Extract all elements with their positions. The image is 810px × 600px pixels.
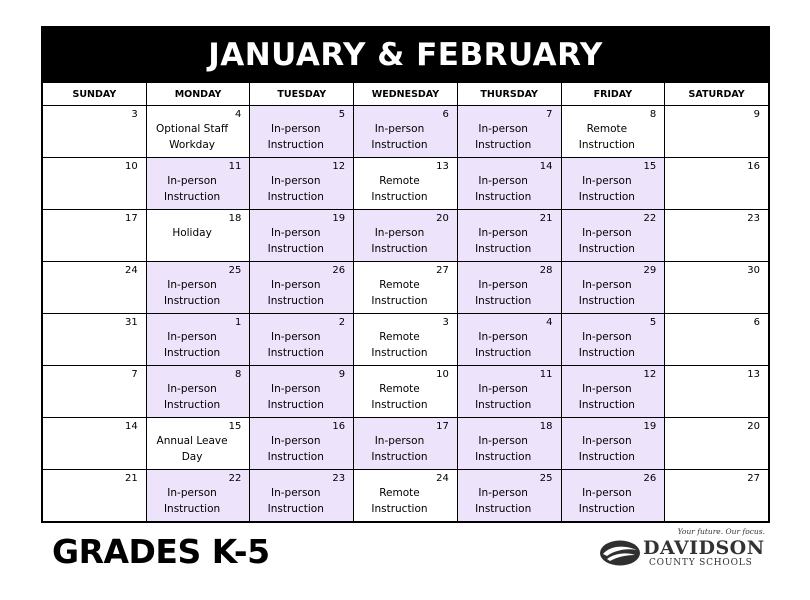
day-label: In-person Instruction [163, 331, 221, 359]
weekday-header: FRIDAY [561, 83, 665, 106]
weekday-header: TUESDAY [250, 83, 354, 106]
day-number: 28 [539, 265, 553, 276]
day-number: 15 [643, 161, 657, 172]
day-number: 21 [539, 213, 553, 224]
week-row [43, 470, 769, 522]
day-number: 14 [124, 421, 138, 432]
day-cell [457, 418, 561, 470]
day-cell [146, 158, 250, 210]
day-cell [250, 262, 354, 314]
day-label: In-person Instruction [163, 175, 221, 203]
day-label: Optional Staff Workday [155, 123, 229, 151]
day-cell [665, 418, 769, 470]
day-label: In-person Instruction [267, 487, 324, 515]
day-label: Remote Instruction [371, 487, 428, 515]
day-label: In-person Instruction [578, 175, 635, 203]
day-label: In-person Instruction [578, 383, 635, 411]
day-cell [665, 314, 769, 366]
day-cell [457, 470, 561, 522]
day-cell [146, 210, 250, 262]
day-cell [354, 210, 458, 262]
day-number: 25 [539, 473, 553, 484]
day-number: 11 [228, 161, 242, 172]
day-number: 9 [753, 109, 760, 120]
day-cell [43, 106, 147, 158]
day-cell [146, 314, 250, 366]
week-row [43, 418, 769, 470]
week-row [43, 158, 769, 210]
weekday-header: THURSDAY [457, 83, 561, 106]
day-label: In-person Instruction [475, 227, 532, 255]
day-label: In-person Instruction [475, 487, 532, 515]
calendar-body [43, 106, 769, 522]
week-row [43, 366, 769, 418]
day-number: 23 [332, 473, 346, 484]
day-cell [250, 314, 354, 366]
day-label: In-person Instruction [267, 383, 324, 411]
day-cell [354, 262, 458, 314]
day-cell [665, 262, 769, 314]
day-number: 4 [546, 317, 553, 328]
day-label: In-person Instruction [475, 175, 532, 203]
day-cell [457, 210, 561, 262]
day-number: 3 [442, 317, 449, 328]
day-label: Remote Instruction [371, 175, 428, 203]
day-label: In-person Instruction [578, 487, 635, 515]
day-cell [457, 314, 561, 366]
day-number: 14 [539, 161, 553, 172]
week-row [43, 106, 769, 158]
day-number: 9 [338, 369, 346, 380]
day-number: 6 [753, 317, 760, 328]
day-label: In-person Instruction [475, 279, 532, 307]
day-number: 4 [235, 109, 242, 120]
day-cell [146, 106, 250, 158]
weekday-header: MONDAY [146, 83, 250, 106]
grades-label: GRADES K-5 [52, 532, 270, 571]
calendar [41, 26, 770, 523]
day-number: 17 [436, 421, 449, 432]
school-emblem-icon [599, 539, 641, 567]
day-cell [354, 366, 458, 418]
davidson-logo [597, 525, 765, 573]
day-label: In-person Instruction [371, 227, 428, 255]
day-label: In-person Instruction [267, 123, 324, 151]
day-cell [146, 470, 250, 522]
day-label: In-person Instruction [267, 175, 324, 203]
day-number: 18 [539, 421, 553, 432]
day-cell [43, 210, 147, 262]
day-number: 7 [131, 369, 138, 380]
day-cell [561, 210, 665, 262]
day-label: Remote Instruction [578, 123, 635, 151]
day-number: 18 [228, 213, 242, 224]
day-number: 26 [643, 473, 657, 484]
day-cell [250, 366, 354, 418]
day-number: 13 [747, 369, 760, 380]
day-number: 15 [228, 421, 242, 432]
day-label: Annual Leave Day [156, 435, 228, 463]
day-number: 20 [436, 213, 449, 224]
day-number: 31 [124, 317, 138, 328]
day-cell [457, 262, 561, 314]
day-cell [561, 158, 665, 210]
day-number: 8 [235, 369, 242, 380]
day-number: 22 [228, 473, 242, 484]
day-cell [665, 366, 769, 418]
day-cell [665, 210, 769, 262]
day-cell [146, 418, 250, 470]
day-label: In-person Instruction [475, 435, 532, 463]
day-number: 22 [643, 213, 657, 224]
day-cell [43, 366, 147, 418]
weekday-header: SATURDAY [665, 83, 769, 106]
day-label: In-person Instruction [267, 331, 324, 359]
day-label: In-person Instruction [163, 383, 221, 411]
day-cell [665, 158, 769, 210]
day-number: 23 [747, 213, 760, 224]
day-label: Holiday [172, 227, 212, 239]
day-number: 1 [235, 317, 242, 328]
day-cell [354, 314, 458, 366]
day-number: 27 [747, 473, 760, 484]
day-label: In-person Instruction [578, 435, 635, 463]
day-label: In-person Instruction [475, 383, 532, 411]
day-cell [146, 262, 250, 314]
day-number: 11 [539, 369, 553, 380]
day-number: 3 [131, 109, 138, 120]
day-label: In-person Instruction [163, 279, 221, 307]
week-row [43, 262, 769, 314]
day-cell [457, 106, 561, 158]
day-number: 5 [338, 109, 346, 120]
day-cell [43, 314, 147, 366]
day-number: 29 [643, 265, 657, 276]
day-label: In-person Instruction [163, 487, 221, 515]
day-cell [561, 314, 665, 366]
day-label: In-person Instruction [267, 279, 324, 307]
day-cell [250, 418, 354, 470]
logo-subtitle: COUNTY SCHOOLS [649, 558, 753, 568]
day-cell [354, 106, 458, 158]
day-number: 10 [436, 369, 449, 380]
day-cell [561, 418, 665, 470]
day-cell [250, 470, 354, 522]
calendar-title: JANUARY & FEBRUARY [42, 27, 769, 82]
day-cell [665, 106, 769, 158]
day-cell [665, 470, 769, 522]
week-row [43, 210, 769, 262]
day-label: In-person Instruction [578, 331, 635, 359]
day-cell [43, 418, 147, 470]
day-label: In-person Instruction [475, 331, 532, 359]
day-number: 16 [332, 421, 346, 432]
day-label: In-person Instruction [578, 227, 635, 255]
day-cell [354, 418, 458, 470]
weekday-header: WEDNESDAY [354, 83, 458, 106]
day-number: 20 [747, 421, 760, 432]
day-cell [561, 470, 665, 522]
day-label: Remote Instruction [371, 383, 428, 411]
day-number: 24 [124, 265, 138, 276]
day-number: 25 [228, 265, 242, 276]
day-number: 5 [649, 317, 657, 328]
day-number: 6 [442, 109, 449, 120]
logo-name: DAVIDSON [643, 537, 765, 559]
day-cell [561, 262, 665, 314]
day-cell [354, 470, 458, 522]
day-label: In-person Instruction [578, 279, 635, 307]
day-label: In-person Instruction [371, 123, 428, 151]
day-number: 10 [124, 161, 138, 172]
day-label: Remote Instruction [371, 331, 428, 359]
day-number: 13 [436, 161, 449, 172]
day-number: 30 [747, 265, 760, 276]
day-number: 21 [124, 473, 138, 484]
day-cell [146, 366, 250, 418]
day-number: 17 [124, 213, 138, 224]
logo-tagline: Your future. Our focus. [677, 527, 765, 536]
day-cell [457, 158, 561, 210]
day-number: 8 [649, 109, 657, 120]
day-label: Remote Instruction [371, 279, 428, 307]
day-label: In-person Instruction [267, 227, 324, 255]
day-label: In-person Instruction [371, 435, 428, 463]
day-number: 7 [546, 109, 553, 120]
day-number: 12 [643, 369, 657, 380]
day-number: 12 [332, 161, 346, 172]
day-cell [561, 106, 665, 158]
day-number: 26 [332, 265, 346, 276]
weekday-header-row [43, 83, 769, 106]
day-cell [354, 158, 458, 210]
day-cell [250, 106, 354, 158]
day-number: 27 [436, 265, 449, 276]
day-number: 2 [338, 317, 346, 328]
day-cell [250, 158, 354, 210]
day-cell [457, 366, 561, 418]
weekday-header: SUNDAY [43, 83, 147, 106]
day-number: 19 [643, 421, 657, 432]
day-number: 19 [332, 213, 346, 224]
week-row [43, 314, 769, 366]
day-cell [43, 262, 147, 314]
day-cell [250, 210, 354, 262]
day-cell [43, 158, 147, 210]
day-cell [43, 470, 147, 522]
calendar-grid [42, 82, 769, 522]
day-cell [561, 366, 665, 418]
day-number: 24 [436, 473, 449, 484]
day-number: 16 [747, 161, 760, 172]
day-label: In-person Instruction [475, 123, 532, 151]
day-label: In-person Instruction [267, 435, 324, 463]
